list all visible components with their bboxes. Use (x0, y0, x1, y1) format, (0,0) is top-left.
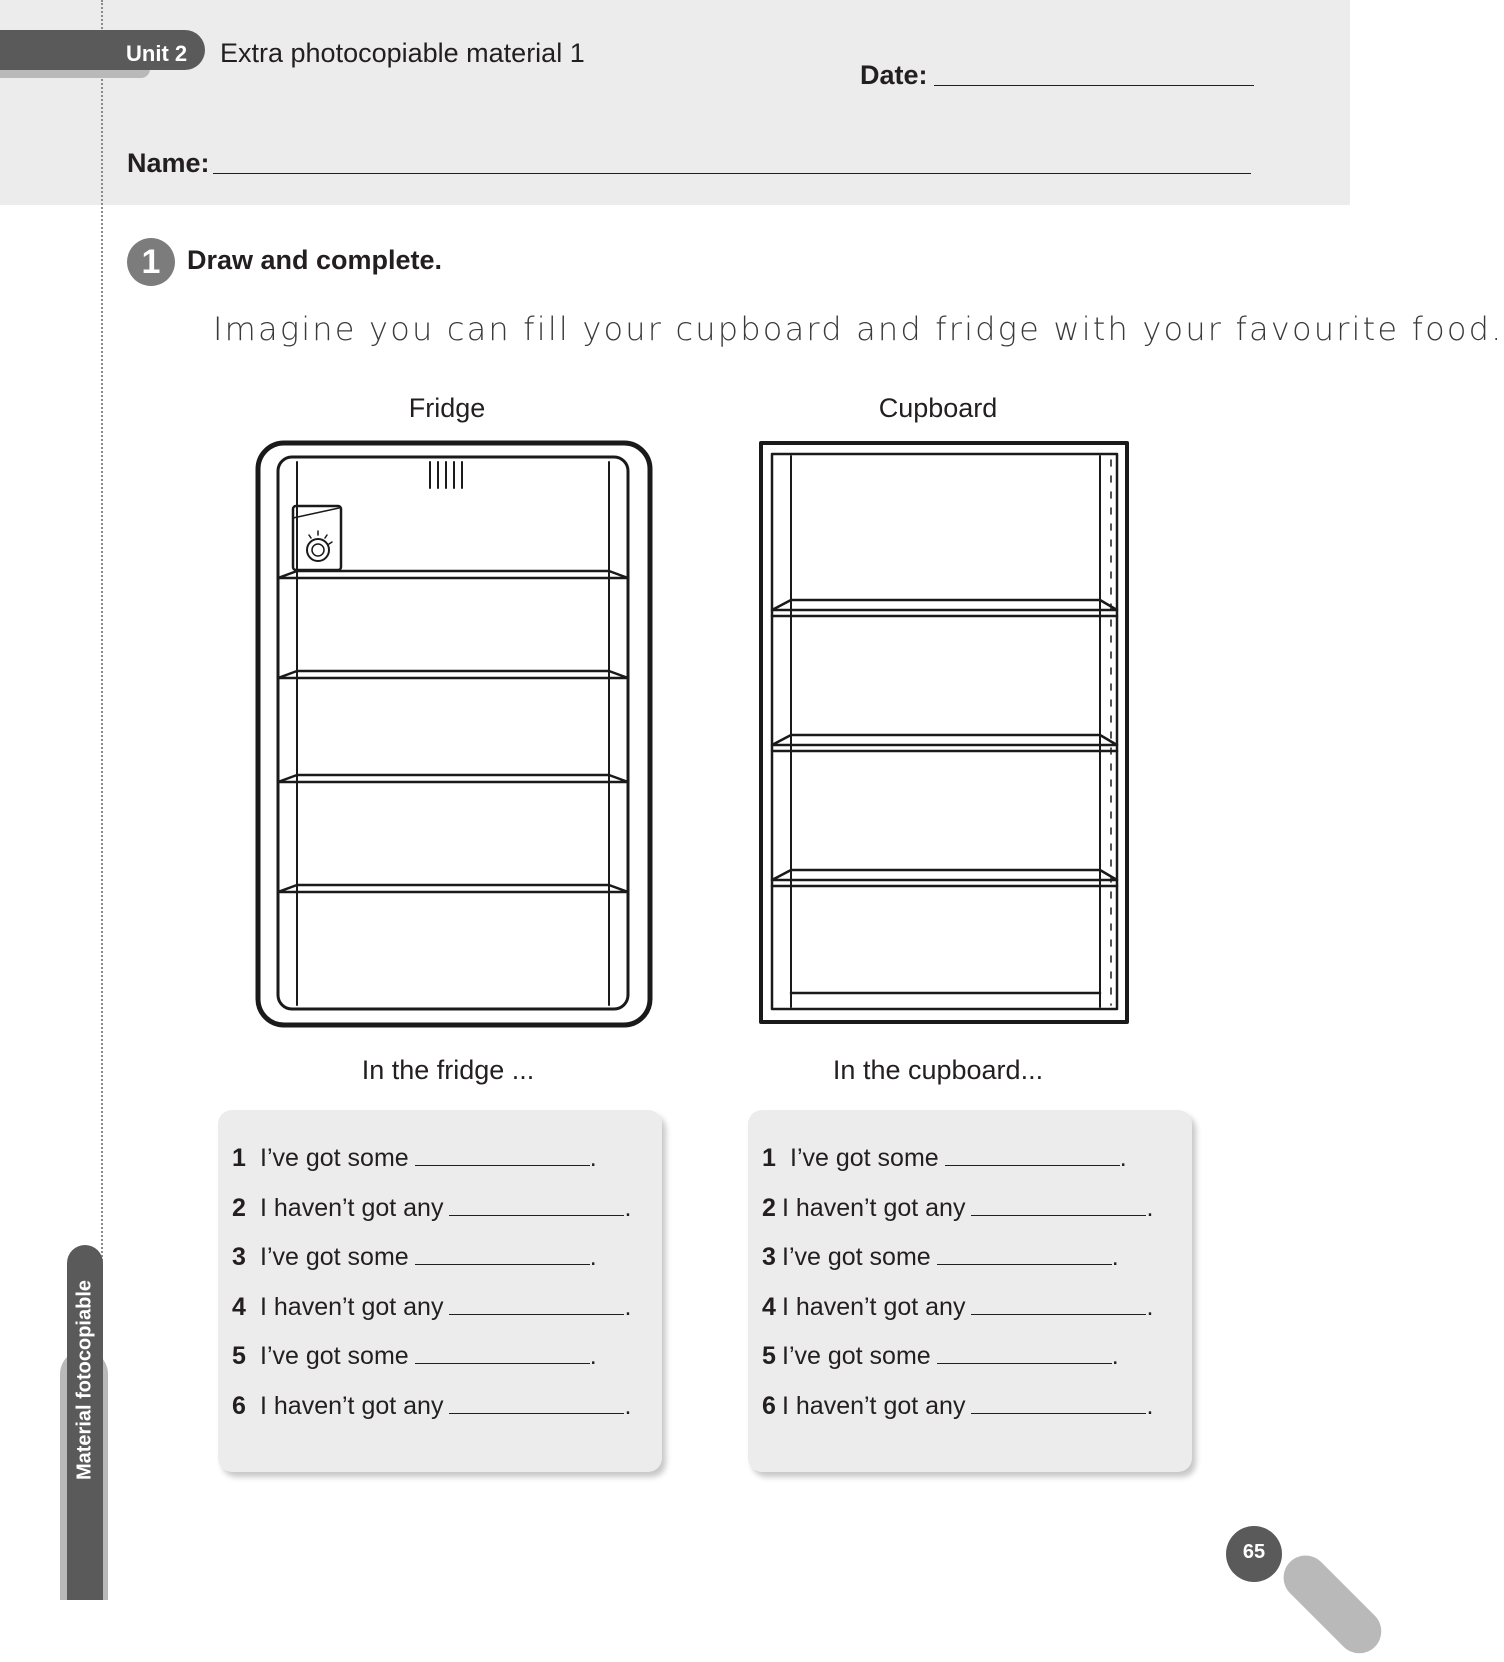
list-item: 5 I’ve got some . (762, 1342, 1119, 1370)
list-item: 2 I haven’t got any . (232, 1194, 632, 1222)
answer-blank[interactable] (945, 1146, 1120, 1166)
fridge-label: Fridge (408, 393, 486, 423)
exercise-instruction: Imagine you can fill your cupboard and fridge with your favourite food. (213, 310, 1504, 348)
list-item: 3 I’ve got some . (762, 1243, 1119, 1271)
answer-blank[interactable] (449, 1196, 624, 1216)
list-item: 6 I haven’t got any . (232, 1392, 632, 1420)
answer-blank[interactable] (449, 1295, 624, 1315)
list-item: 1 I’ve got some . (762, 1144, 1127, 1172)
page-number-stripe (1274, 1546, 1390, 1662)
list-item: 4 I haven’t got any . (762, 1293, 1154, 1321)
list-item: 2 I haven’t got any . (762, 1194, 1154, 1222)
answer-blank[interactable] (971, 1394, 1146, 1414)
answer-blank[interactable] (449, 1394, 624, 1414)
cupboard-caption: In the cupboard... (832, 1055, 1044, 1085)
answer-blank[interactable] (937, 1245, 1112, 1265)
name-label: Name: (127, 148, 210, 178)
date-label: Date: (860, 60, 928, 90)
fridge-caption: In the fridge ... (361, 1055, 535, 1085)
cupboard-drawing[interactable] (758, 440, 1134, 1027)
side-tab-label: Material fotocopiable (73, 1279, 96, 1481)
answer-blank[interactable] (971, 1196, 1146, 1216)
answer-blank[interactable] (971, 1295, 1146, 1315)
fridge-drawing[interactable] (255, 440, 655, 1030)
list-item: 3 I’ve got some . (232, 1243, 597, 1271)
answer-blank[interactable] (937, 1344, 1112, 1364)
date-field[interactable] (934, 85, 1254, 86)
answer-blank[interactable] (415, 1146, 590, 1166)
worksheet-title: Extra photocopiable material 1 (220, 38, 585, 68)
answer-blank[interactable] (415, 1344, 590, 1364)
cupboard-label: Cupboard (878, 393, 998, 423)
list-item: 4 I haven’t got any . (232, 1293, 632, 1321)
list-item: 6 I haven’t got any . (762, 1392, 1154, 1420)
unit-label: Unit 2 (126, 41, 188, 66)
exercise-number-badge: 1 (127, 238, 175, 286)
page-number: 65 (1226, 1526, 1282, 1582)
answer-blank[interactable] (415, 1245, 590, 1265)
fridge-answer-box (218, 1110, 662, 1472)
list-item: 1 I’ve got some . (232, 1144, 597, 1172)
cupboard-answer-box (748, 1110, 1192, 1472)
name-field[interactable] (213, 173, 1251, 174)
exercise-title: Draw and complete. (187, 245, 443, 275)
list-item: 5 I’ve got some . (232, 1342, 597, 1370)
